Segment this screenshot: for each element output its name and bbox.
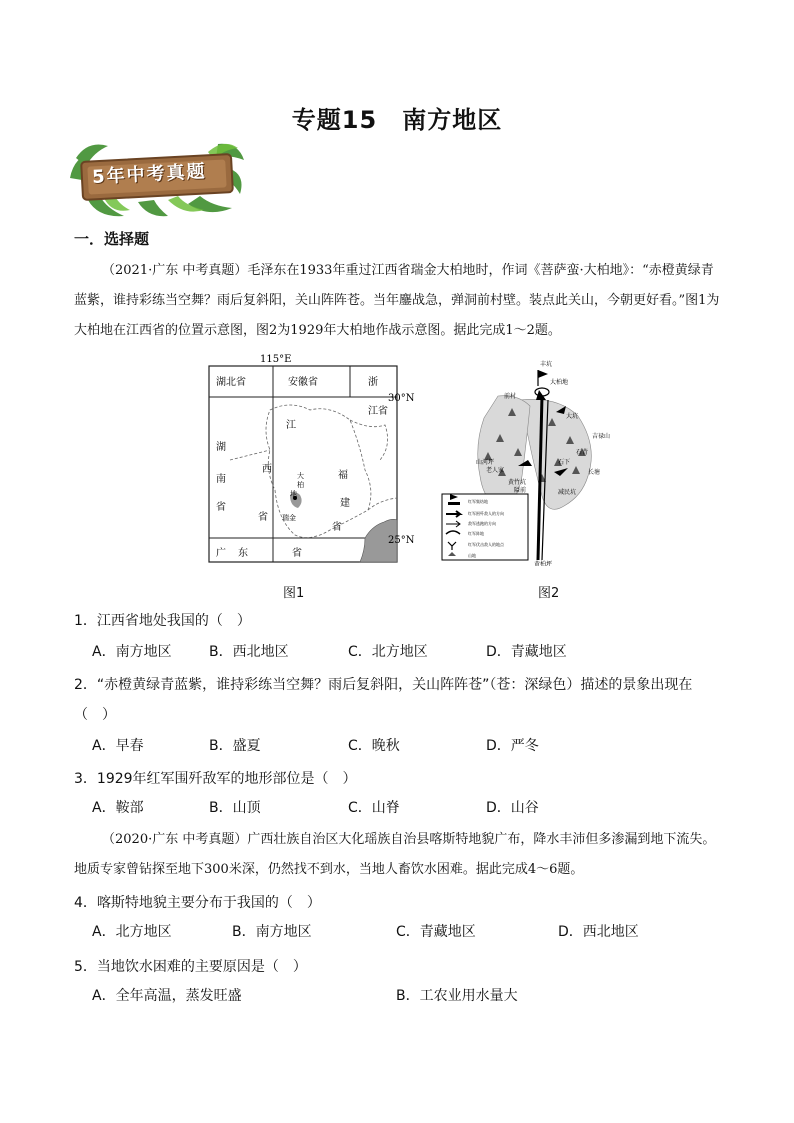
q1-option-a[interactable]: A．南方地区	[92, 644, 172, 660]
legend-2: 红军围歼敌人的方向	[468, 511, 504, 516]
fig2-bottom: 黄柏坪	[534, 561, 553, 566]
question-1-options	[92, 641, 732, 667]
q2-option-d[interactable]: D．严冬	[486, 738, 539, 754]
label-jiangxi-2: 西	[262, 464, 272, 475]
question-5-stem: 5．当地饮水困难的主要原因是（ ）	[74, 959, 307, 975]
q1-option-b[interactable]: B．西北地区	[209, 644, 289, 660]
fig2-right4: 石下	[558, 459, 571, 466]
label-fujian-2: 建	[340, 498, 350, 509]
question-3-stem: 3．1929年红军围歼敌军的地形部位是（ ）	[74, 771, 357, 787]
banner-label: 5年中考真题	[91, 161, 208, 188]
label-dabaidi-1: 大	[297, 472, 304, 480]
banner-5-year-exam	[68, 138, 246, 218]
label-anhui: 安徽省	[288, 377, 318, 388]
label-hunan-2: 南	[216, 474, 226, 485]
label-ruijin: 瑞金	[282, 514, 296, 522]
q3-option-b[interactable]: B．山顶	[209, 800, 261, 816]
question-4-stem: 4．喀斯特地貌主要分布于我国的（ ）	[74, 895, 321, 911]
figure-2-caption: 图2	[538, 586, 560, 601]
legend-1: 红军集结地	[468, 499, 488, 504]
q4-option-b[interactable]: B．南方地区	[232, 924, 312, 940]
q5-option-b[interactable]: B．工农业用水量大	[396, 988, 518, 1004]
legend-4: 红军阵地	[468, 531, 484, 536]
q1-option-c[interactable]: C．北方地区	[348, 644, 428, 660]
page-title: 专题15 南方地区	[291, 106, 503, 134]
label-jiang: 江省	[368, 406, 388, 417]
passage-1-text: 毛泽东在1933年重过江西省瑞金大柏地时，作词《菩萨蛮·大柏地》：“赤橙黄绿青蓝紫，谁持彩练当空舞？雨后复斜阳，关山阵阵苍。当年鏖战急，弹洞前村壁。装点此关山，今朝更好看。”图1为大柏地在江西省的位置示意图，图2为1929年大柏地作战示意图。据此完成1～2题。	[74, 263, 720, 338]
fig2-left1: 前村	[504, 393, 517, 400]
legend-6: 山地	[468, 553, 476, 558]
question-5-options	[92, 985, 732, 1011]
label-hunan-3: 省	[216, 502, 226, 513]
q3-option-a[interactable]: A．鞍部	[92, 800, 144, 816]
passage-1	[74, 256, 724, 346]
q5-option-a[interactable]: A．全年高温，蒸发旺盛	[92, 988, 242, 1004]
q2-option-c[interactable]: C．晚秋	[348, 738, 400, 754]
fig2-left4: 黄竹坑	[508, 479, 527, 486]
fig2-left3: 老人家	[486, 467, 505, 474]
legend-5: 红军伏击敌人的地点	[468, 542, 504, 547]
passage-2-text: 广西壮族自治区大化瑶族自治县喀斯特地貌广布，降水丰沛但多渗漏到地下流失。地质专家曾钻探至地下300米深，仍然找不到水，当地人畜饮水困难。据此完成4～6题。	[74, 832, 716, 877]
q2-option-b[interactable]: B．盛夏	[209, 738, 261, 754]
fig2-mid: 隘前	[514, 487, 527, 494]
question-2-stem-cont: （ ）	[74, 707, 116, 723]
question-2-options	[92, 735, 732, 761]
question-4-options	[92, 921, 732, 947]
question-3-options	[92, 797, 732, 823]
passage-2	[74, 825, 724, 885]
q4-option-c[interactable]: C．青藏地区	[396, 924, 476, 940]
label-fujian-3: 省	[332, 522, 342, 533]
label-guangdong-2: 东	[238, 548, 248, 559]
q4-option-d[interactable]: D．西北地区	[558, 924, 639, 940]
label-zhe: 浙	[368, 377, 378, 388]
label-guangdong-3: 省	[292, 548, 302, 559]
fig2-right1: 大坑	[566, 413, 579, 420]
q3-option-c[interactable]: C．山脊	[348, 800, 400, 816]
section-heading: 一．选择题	[74, 230, 150, 248]
label-dabaidi-2: 柏	[297, 481, 304, 489]
question-1-stem: 1．江西省地处我国的（ ）	[74, 613, 251, 629]
label-jiangxi-1: 江	[286, 420, 296, 431]
lat-top: 30°N	[388, 393, 415, 404]
fig2-right6: 减民坑	[558, 489, 577, 496]
q4-option-a[interactable]: A．北方地区	[92, 924, 172, 940]
lon-label: 115°E	[260, 354, 292, 365]
fig2-left2: 山河坪	[476, 459, 495, 466]
figure-1-caption: 图1	[283, 586, 305, 601]
q3-option-d[interactable]: D．山谷	[486, 800, 539, 816]
q2-option-a[interactable]: A．早春	[92, 738, 144, 754]
lat-bottom: 25°N	[388, 535, 415, 546]
passage-1-source: （2021·广东 中考真题）	[102, 263, 248, 278]
legend-3: 敌军逃跑的方向	[468, 521, 496, 526]
fig2-right3: 石背	[576, 449, 589, 456]
figure-2-map	[438, 356, 610, 566]
label-guangdong-1: 广	[216, 548, 226, 559]
label-jiangxi-3: 省	[258, 512, 268, 523]
label-hunan-1: 湖	[216, 442, 226, 453]
fig2-right2: 吉禄山	[592, 433, 610, 440]
label-fujian-1: 福	[338, 470, 348, 481]
q1-option-d[interactable]: D．青藏地区	[486, 644, 567, 660]
fig2-right5: 长塘	[588, 469, 601, 476]
fig2-top: 丰坑	[540, 361, 553, 368]
question-2-stem: 2．“赤橙黄绿青蓝紫，谁持彩练当空舞？雨后复斜阳，关山阵阵苍”（苍：深绿色）描述的景象出现在	[74, 677, 693, 693]
figure-1-map	[200, 350, 420, 566]
fig2-dabaidi: 大柏地	[550, 379, 569, 386]
passage-2-source: （2020·广东 中考真题）	[102, 832, 248, 847]
label-hubei: 湖北省	[216, 377, 246, 388]
label-dabaidi-3: 地	[290, 490, 297, 498]
